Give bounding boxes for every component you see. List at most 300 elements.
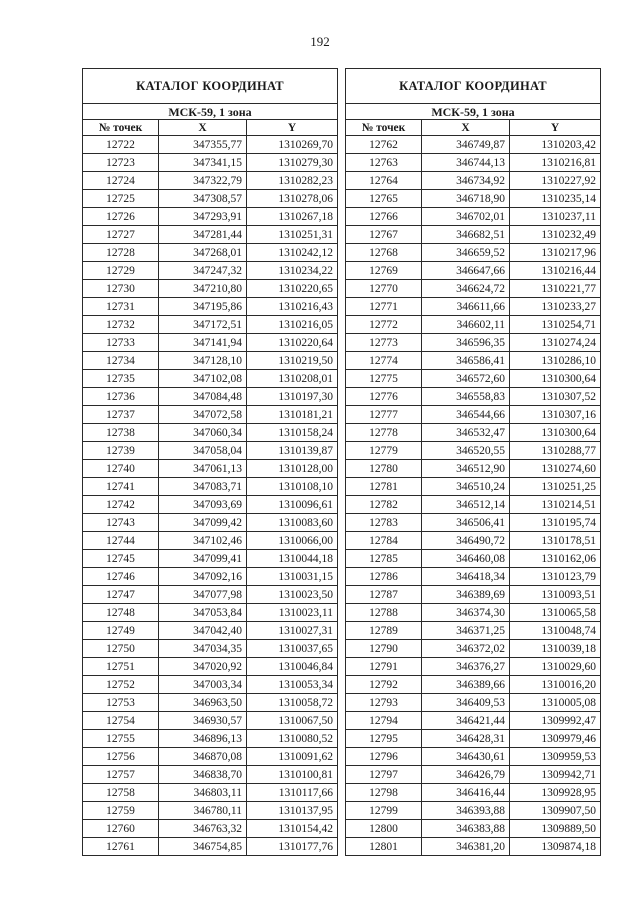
- column-header-point-number: № точек: [83, 120, 159, 136]
- x-coordinate-cell: 347099,42: [159, 514, 247, 532]
- point-number-cell: 12735: [83, 370, 159, 388]
- x-coordinate-cell: 347083,71: [159, 478, 247, 496]
- y-coordinate-cell: 1310233,27: [510, 298, 601, 316]
- point-number-cell: 12768: [346, 244, 422, 262]
- x-coordinate-cell: 347053,84: [159, 604, 247, 622]
- table-row: [346, 370, 601, 388]
- point-number-cell: 12745: [83, 550, 159, 568]
- y-coordinate-cell: 1310181,21: [247, 406, 338, 424]
- point-number-cell: 12796: [346, 748, 422, 766]
- x-coordinate-cell: 346490,72: [422, 532, 510, 550]
- point-number-cell: 12769: [346, 262, 422, 280]
- x-coordinate-cell: 346512,14: [422, 496, 510, 514]
- x-coordinate-cell: 346510,24: [422, 478, 510, 496]
- y-coordinate-cell: 1310269,70: [247, 136, 338, 154]
- y-coordinate-cell: 1310220,64: [247, 334, 338, 352]
- table-row: [346, 208, 601, 226]
- y-coordinate-cell: 1310065,58: [510, 604, 601, 622]
- x-coordinate-cell: 347141,94: [159, 334, 247, 352]
- point-number-cell: 12799: [346, 802, 422, 820]
- point-number-cell: 12785: [346, 550, 422, 568]
- x-coordinate-cell: 346734,92: [422, 172, 510, 190]
- point-number-cell: 12781: [346, 478, 422, 496]
- x-coordinate-cell: 346718,90: [422, 190, 510, 208]
- point-number-cell: 12797: [346, 766, 422, 784]
- table-row: [83, 586, 338, 604]
- table-row: [83, 316, 338, 334]
- x-coordinate-cell: 347268,01: [159, 244, 247, 262]
- point-number-cell: 12732: [83, 316, 159, 334]
- y-coordinate-cell: 1310278,06: [247, 190, 338, 208]
- table-row: [346, 190, 601, 208]
- point-number-cell: 12757: [83, 766, 159, 784]
- table-row: [83, 658, 338, 676]
- y-coordinate-cell: 1310029,60: [510, 658, 601, 676]
- table-row: [346, 442, 601, 460]
- point-number-cell: 12772: [346, 316, 422, 334]
- x-coordinate-cell: 347084,48: [159, 388, 247, 406]
- y-coordinate-cell: 1309874,18: [510, 838, 601, 856]
- x-coordinate-cell: 346744,13: [422, 154, 510, 172]
- x-coordinate-cell: 346381,20: [422, 838, 510, 856]
- point-number-cell: 12778: [346, 424, 422, 442]
- table-row: [83, 460, 338, 478]
- point-number-cell: 12800: [346, 820, 422, 838]
- point-number-cell: 12770: [346, 280, 422, 298]
- x-coordinate-cell: 346754,85: [159, 838, 247, 856]
- table-row: [83, 190, 338, 208]
- y-coordinate-cell: 1310274,60: [510, 460, 601, 478]
- point-number-cell: 12741: [83, 478, 159, 496]
- table-row: [346, 388, 601, 406]
- x-coordinate-cell: 347042,40: [159, 622, 247, 640]
- table-row: [83, 568, 338, 586]
- point-number-cell: 12748: [83, 604, 159, 622]
- x-coordinate-cell: 346763,32: [159, 820, 247, 838]
- y-coordinate-cell: 1310274,24: [510, 334, 601, 352]
- x-coordinate-cell: 346372,02: [422, 640, 510, 658]
- point-number-cell: 12762: [346, 136, 422, 154]
- point-number-cell: 12733: [83, 334, 159, 352]
- table-row: [346, 334, 601, 352]
- table-row: [346, 550, 601, 568]
- table-row: [346, 460, 601, 478]
- point-number-cell: 12739: [83, 442, 159, 460]
- y-coordinate-cell: 1309942,71: [510, 766, 601, 784]
- point-number-cell: 12771: [346, 298, 422, 316]
- y-coordinate-cell: 1309992,47: [510, 712, 601, 730]
- y-coordinate-cell: 1310117,66: [247, 784, 338, 802]
- y-coordinate-cell: 1310046,84: [247, 658, 338, 676]
- y-coordinate-cell: 1310023,11: [247, 604, 338, 622]
- y-coordinate-cell: 1310216,81: [510, 154, 601, 172]
- table-row: [346, 712, 601, 730]
- y-coordinate-cell: 1309959,53: [510, 748, 601, 766]
- point-number-cell: 12783: [346, 514, 422, 532]
- table-row: [83, 226, 338, 244]
- table-row: [83, 244, 338, 262]
- table-row: [83, 532, 338, 550]
- y-coordinate-cell: 1310108,10: [247, 478, 338, 496]
- y-coordinate-cell: 1310300,64: [510, 370, 601, 388]
- point-number-cell: 12760: [83, 820, 159, 838]
- y-coordinate-cell: 1310251,25: [510, 478, 601, 496]
- point-number-cell: 12774: [346, 352, 422, 370]
- y-coordinate-cell: 1310137,95: [247, 802, 338, 820]
- column-header-x: X: [422, 120, 510, 136]
- coordinate-system-label: МСК-59, 1 зона: [346, 104, 601, 120]
- table-row: [346, 262, 601, 280]
- x-coordinate-cell: 346418,34: [422, 568, 510, 586]
- table-row: [346, 496, 601, 514]
- x-coordinate-cell: 346611,66: [422, 298, 510, 316]
- y-coordinate-cell: 1310216,43: [247, 298, 338, 316]
- point-number-cell: 12786: [346, 568, 422, 586]
- point-number-cell: 12764: [346, 172, 422, 190]
- table-row: [346, 586, 601, 604]
- x-coordinate-cell: 346780,11: [159, 802, 247, 820]
- table-row: [346, 316, 601, 334]
- point-number-cell: 12798: [346, 784, 422, 802]
- x-coordinate-cell: 347172,51: [159, 316, 247, 334]
- point-number-cell: 12725: [83, 190, 159, 208]
- x-coordinate-cell: 347102,46: [159, 532, 247, 550]
- y-coordinate-cell: 1310016,20: [510, 676, 601, 694]
- table-row: [346, 622, 601, 640]
- y-coordinate-cell: 1310091,62: [247, 748, 338, 766]
- point-number-cell: 12788: [346, 604, 422, 622]
- table-row: [346, 784, 601, 802]
- x-coordinate-cell: 346544,66: [422, 406, 510, 424]
- table-row: [83, 478, 338, 496]
- point-number-cell: 12729: [83, 262, 159, 280]
- point-number-cell: 12726: [83, 208, 159, 226]
- y-coordinate-cell: 1310203,42: [510, 136, 601, 154]
- table-row: [83, 496, 338, 514]
- x-coordinate-cell: 347247,32: [159, 262, 247, 280]
- x-coordinate-cell: 347293,91: [159, 208, 247, 226]
- table-row: [346, 568, 601, 586]
- y-coordinate-cell: 1310031,15: [247, 568, 338, 586]
- point-number-cell: 12734: [83, 352, 159, 370]
- x-coordinate-cell: 347308,57: [159, 190, 247, 208]
- table-row: [83, 748, 338, 766]
- point-number-cell: 12759: [83, 802, 159, 820]
- point-number-cell: 12744: [83, 532, 159, 550]
- point-number-cell: 12784: [346, 532, 422, 550]
- x-coordinate-cell: 346371,25: [422, 622, 510, 640]
- x-coordinate-cell: 347072,58: [159, 406, 247, 424]
- table-row: [83, 406, 338, 424]
- point-number-cell: 12738: [83, 424, 159, 442]
- y-coordinate-cell: 1310178,51: [510, 532, 601, 550]
- point-number-cell: 12737: [83, 406, 159, 424]
- x-coordinate-cell: 346389,66: [422, 676, 510, 694]
- x-coordinate-cell: 347281,44: [159, 226, 247, 244]
- y-coordinate-cell: 1310197,30: [247, 388, 338, 406]
- x-coordinate-cell: 346963,50: [159, 694, 247, 712]
- x-coordinate-cell: 346520,55: [422, 442, 510, 460]
- x-coordinate-cell: 347077,98: [159, 586, 247, 604]
- x-coordinate-cell: 347341,15: [159, 154, 247, 172]
- x-coordinate-cell: 346460,08: [422, 550, 510, 568]
- point-number-cell: 12767: [346, 226, 422, 244]
- y-coordinate-cell: 1310288,77: [510, 442, 601, 460]
- table-row: [83, 604, 338, 622]
- column-header-x: X: [159, 120, 247, 136]
- y-coordinate-cell: 1310267,18: [247, 208, 338, 226]
- x-coordinate-cell: 347210,80: [159, 280, 247, 298]
- x-coordinate-cell: 346602,11: [422, 316, 510, 334]
- y-coordinate-cell: 1310067,50: [247, 712, 338, 730]
- x-coordinate-cell: 346389,69: [422, 586, 510, 604]
- y-coordinate-cell: 1310005,08: [510, 694, 601, 712]
- table-row: [346, 172, 601, 190]
- table-row: [83, 280, 338, 298]
- table-row: [346, 766, 601, 784]
- x-coordinate-cell: 347128,10: [159, 352, 247, 370]
- x-coordinate-cell: 346426,79: [422, 766, 510, 784]
- y-coordinate-cell: 1310214,51: [510, 496, 601, 514]
- y-coordinate-cell: 1310234,22: [247, 262, 338, 280]
- x-coordinate-cell: 346803,11: [159, 784, 247, 802]
- coordinate-catalog-table-right: [345, 68, 601, 856]
- x-coordinate-cell: 347322,79: [159, 172, 247, 190]
- column-header-y: Y: [247, 120, 338, 136]
- point-number-cell: 12787: [346, 586, 422, 604]
- y-coordinate-cell: 1310100,81: [247, 766, 338, 784]
- table-row: [83, 622, 338, 640]
- table-row: [346, 280, 601, 298]
- y-coordinate-cell: 1310093,51: [510, 586, 601, 604]
- y-coordinate-cell: 1310058,72: [247, 694, 338, 712]
- x-coordinate-cell: 346838,70: [159, 766, 247, 784]
- point-number-cell: 12751: [83, 658, 159, 676]
- table-body: [83, 136, 338, 856]
- table-row: [83, 640, 338, 658]
- x-coordinate-cell: 346624,72: [422, 280, 510, 298]
- point-number-cell: 12801: [346, 838, 422, 856]
- point-number-cell: 12736: [83, 388, 159, 406]
- y-coordinate-cell: 1310227,92: [510, 172, 601, 190]
- y-coordinate-cell: 1310251,31: [247, 226, 338, 244]
- x-coordinate-cell: 347061,13: [159, 460, 247, 478]
- x-coordinate-cell: 346409,53: [422, 694, 510, 712]
- table-row: [83, 784, 338, 802]
- point-number-cell: 12794: [346, 712, 422, 730]
- y-coordinate-cell: 1310286,10: [510, 352, 601, 370]
- table-row: [83, 442, 338, 460]
- y-coordinate-cell: 1310023,50: [247, 586, 338, 604]
- x-coordinate-cell: 346647,66: [422, 262, 510, 280]
- x-coordinate-cell: 346749,87: [422, 136, 510, 154]
- table-row: [83, 154, 338, 172]
- point-number-cell: 12780: [346, 460, 422, 478]
- x-coordinate-cell: 347060,34: [159, 424, 247, 442]
- table-row: [346, 820, 601, 838]
- y-coordinate-cell: 1310307,16: [510, 406, 601, 424]
- y-coordinate-cell: 1310066,00: [247, 532, 338, 550]
- y-coordinate-cell: 1309907,50: [510, 802, 601, 820]
- y-coordinate-cell: 1310048,74: [510, 622, 601, 640]
- point-number-cell: 12765: [346, 190, 422, 208]
- table-row: [346, 478, 601, 496]
- table-row: [83, 352, 338, 370]
- point-number-cell: 12723: [83, 154, 159, 172]
- point-number-cell: 12749: [83, 622, 159, 640]
- x-coordinate-cell: 346586,41: [422, 352, 510, 370]
- point-number-cell: 12773: [346, 334, 422, 352]
- point-number-cell: 12754: [83, 712, 159, 730]
- table-row: [83, 820, 338, 838]
- x-coordinate-cell: 346393,88: [422, 802, 510, 820]
- y-coordinate-cell: 1310177,76: [247, 838, 338, 856]
- point-number-cell: 12777: [346, 406, 422, 424]
- y-coordinate-cell: 1310235,14: [510, 190, 601, 208]
- x-coordinate-cell: 347034,35: [159, 640, 247, 658]
- point-number-cell: 12750: [83, 640, 159, 658]
- coordinate-system-label: МСК-59, 1 зона: [83, 104, 338, 120]
- y-coordinate-cell: 1310300,64: [510, 424, 601, 442]
- y-coordinate-cell: 1310027,31: [247, 622, 338, 640]
- table-row: [346, 532, 601, 550]
- y-coordinate-cell: 1310053,34: [247, 676, 338, 694]
- y-coordinate-cell: 1309979,46: [510, 730, 601, 748]
- point-number-cell: 12766: [346, 208, 422, 226]
- x-coordinate-cell: 346532,47: [422, 424, 510, 442]
- table-row: [83, 730, 338, 748]
- point-number-cell: 12746: [83, 568, 159, 586]
- table-row: [346, 604, 601, 622]
- y-coordinate-cell: 1310220,65: [247, 280, 338, 298]
- y-coordinate-cell: 1310254,71: [510, 316, 601, 334]
- x-coordinate-cell: 347099,41: [159, 550, 247, 568]
- point-number-cell: 12747: [83, 586, 159, 604]
- point-number-cell: 12776: [346, 388, 422, 406]
- x-coordinate-cell: 347058,04: [159, 442, 247, 460]
- point-number-cell: 12753: [83, 694, 159, 712]
- table-row: [83, 838, 338, 856]
- table-row: [83, 424, 338, 442]
- y-coordinate-cell: 1310282,23: [247, 172, 338, 190]
- catalog-title: КАТАЛОГ КООРДИНАТ: [346, 69, 601, 104]
- y-coordinate-cell: 1310208,01: [247, 370, 338, 388]
- point-number-cell: 12795: [346, 730, 422, 748]
- y-coordinate-cell: 1310139,87: [247, 442, 338, 460]
- table-row: [83, 298, 338, 316]
- coordinate-catalog-table-left: [82, 68, 338, 856]
- point-number-cell: 12724: [83, 172, 159, 190]
- x-coordinate-cell: 347355,77: [159, 136, 247, 154]
- table-row: [346, 748, 601, 766]
- x-coordinate-cell: 346376,27: [422, 658, 510, 676]
- x-coordinate-cell: 346374,30: [422, 604, 510, 622]
- table-row: [346, 730, 601, 748]
- table-row: [83, 172, 338, 190]
- point-number-cell: 12730: [83, 280, 159, 298]
- point-number-cell: 12743: [83, 514, 159, 532]
- column-header-y: Y: [510, 120, 601, 136]
- y-coordinate-cell: 1310158,24: [247, 424, 338, 442]
- catalog-title: КАТАЛОГ КООРДИНАТ: [83, 69, 338, 104]
- point-number-cell: 12731: [83, 298, 159, 316]
- table-row: [346, 514, 601, 532]
- table-row: [83, 676, 338, 694]
- y-coordinate-cell: 1310216,05: [247, 316, 338, 334]
- point-number-cell: 12792: [346, 676, 422, 694]
- x-coordinate-cell: 347003,34: [159, 676, 247, 694]
- y-coordinate-cell: 1310217,96: [510, 244, 601, 262]
- y-coordinate-cell: 1310232,49: [510, 226, 601, 244]
- table-row: [346, 298, 601, 316]
- x-coordinate-cell: 346416,44: [422, 784, 510, 802]
- table-row: [83, 334, 338, 352]
- y-coordinate-cell: 1309889,50: [510, 820, 601, 838]
- table-body: [346, 136, 601, 856]
- y-coordinate-cell: 1310123,79: [510, 568, 601, 586]
- point-number-cell: 12761: [83, 838, 159, 856]
- y-coordinate-cell: 1310195,74: [510, 514, 601, 532]
- x-coordinate-cell: 347020,92: [159, 658, 247, 676]
- table-row: [83, 766, 338, 784]
- y-coordinate-cell: 1310128,00: [247, 460, 338, 478]
- y-coordinate-cell: 1310307,52: [510, 388, 601, 406]
- x-coordinate-cell: 346421,44: [422, 712, 510, 730]
- y-coordinate-cell: 1310162,06: [510, 550, 601, 568]
- point-number-cell: 12756: [83, 748, 159, 766]
- y-coordinate-cell: 1310096,61: [247, 496, 338, 514]
- point-number-cell: 12775: [346, 370, 422, 388]
- table-row: [346, 838, 601, 856]
- table-row: [83, 370, 338, 388]
- point-number-cell: 12740: [83, 460, 159, 478]
- point-number-cell: 12728: [83, 244, 159, 262]
- point-number-cell: 12793: [346, 694, 422, 712]
- point-number-cell: 12790: [346, 640, 422, 658]
- y-coordinate-cell: 1310242,12: [247, 244, 338, 262]
- x-coordinate-cell: 346430,61: [422, 748, 510, 766]
- y-coordinate-cell: 1310279,30: [247, 154, 338, 172]
- x-coordinate-cell: 346870,08: [159, 748, 247, 766]
- x-coordinate-cell: 346682,51: [422, 226, 510, 244]
- table-row: [83, 694, 338, 712]
- y-coordinate-cell: 1310039,18: [510, 640, 601, 658]
- y-coordinate-cell: 1310080,52: [247, 730, 338, 748]
- table-row: [346, 154, 601, 172]
- x-coordinate-cell: 347093,69: [159, 496, 247, 514]
- y-coordinate-cell: 1309928,95: [510, 784, 601, 802]
- table-row: [346, 226, 601, 244]
- x-coordinate-cell: 346512,90: [422, 460, 510, 478]
- table-row: [83, 802, 338, 820]
- point-number-cell: 12779: [346, 442, 422, 460]
- y-coordinate-cell: 1310037,65: [247, 640, 338, 658]
- table-row: [346, 352, 601, 370]
- page-number: 192: [310, 34, 330, 49]
- table-row: [346, 424, 601, 442]
- point-number-cell: 12758: [83, 784, 159, 802]
- y-coordinate-cell: 1310154,42: [247, 820, 338, 838]
- point-number-cell: 12791: [346, 658, 422, 676]
- table-row: [346, 136, 601, 154]
- table-row: [346, 658, 601, 676]
- point-number-cell: 12727: [83, 226, 159, 244]
- point-number-cell: 12763: [346, 154, 422, 172]
- x-coordinate-cell: 346659,52: [422, 244, 510, 262]
- table-row: [346, 694, 601, 712]
- table-row: [83, 208, 338, 226]
- x-coordinate-cell: 346558,83: [422, 388, 510, 406]
